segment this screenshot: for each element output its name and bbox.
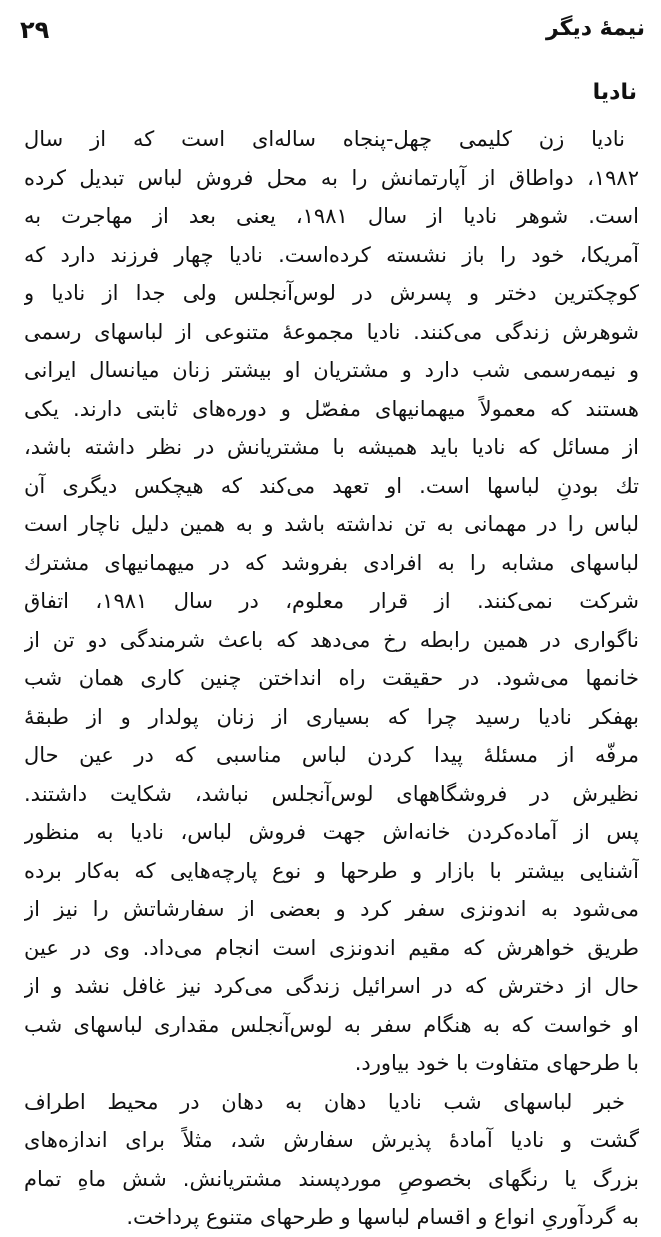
paragraph-line: لباسهای مشابه را به افرادی بفروشد که در میهمانیهای مشترك	[24, 550, 639, 575]
page-number: ۲۹	[20, 16, 50, 44]
section-title: نادیا	[592, 80, 637, 105]
paragraph-line: مرفّه از مسئلهٔ پیدا کردن لباس مناسبی که در عین حال	[24, 743, 639, 767]
running-title: نیمهٔ دیگر	[545, 16, 645, 41]
paragraph-line: او خواست که به هنگام سفر به لوس‌آنجلس مقداری لباسهای شب	[24, 1012, 639, 1037]
paragraph-line: و نیمه‌رسمی شب دارد و مشتریان او بیشتر زنان میانسال ایرانی	[24, 358, 639, 382]
body-text	[24, 120, 639, 1237]
paragraph-line: بهفکر نادیا رسید چرا که بسیاری از زنان پولدار و از طبقهٔ	[24, 704, 639, 729]
paragraph-line: ناگواری در همین رابطه رخ می‌دهد که باعث شرمندگی دو تن از	[24, 627, 639, 652]
paragraph-line: آشنایی بیشتر با بازار و طرحها و نوع پارچه‌هایی که به‌کار برده	[24, 858, 639, 883]
paragraph-line: ۱۹۸۲، دواطاق از آپارتمانش را به محل فروش لباس تبدیل کرده	[24, 165, 639, 190]
paragraph-line: بزرگ یا رنگهای بخصوصِ موردپسند مشتریانش. شش ماهِ تمام	[24, 1166, 639, 1191]
paragraph-line: آمریکا، خود را باز نشسته کرده‌است. نادیا چهار فرزند دارد که	[24, 242, 639, 267]
page-header	[20, 14, 645, 54]
paragraph-line: نادیا زن کلیمی چهل-پنجاه سالەای است که از سال	[24, 127, 625, 151]
paragraph-line: گشت و نادیا آمادهٔ پذیرش سفارش شد، مثلاً برای اندازه‌های	[24, 1128, 639, 1152]
paragraph-line: با طرحهای متفاوت با خود بیاورد.	[354, 1051, 639, 1075]
paragraph-line: کوچکترین دختر و پسرش در لوس‌آنجلس ولی جدا از نادیا و	[24, 281, 639, 305]
paragraph-line: به گردآوریِ انواع و اقسام لباسها و طرحهای متنوع پرداخت.	[126, 1205, 639, 1229]
paragraph-line: طریق خواهرش که مقیم اندونزی است انجام می‌داد. وی در عین	[24, 935, 639, 960]
paragraph-line: هستند که معمولاً میهمانیهای مفصّل و دوره‌های ثابتی دارند. یکی	[24, 396, 639, 421]
paragraph-line: شرکت نمی‌کنند. از قرار معلوم، در سال ۱۹۸۱، اتفاق	[24, 589, 639, 613]
paragraph-line: خانمها می‌شود. در حقیقت راه انداختن چنین کاری همان شب	[24, 666, 639, 690]
paragraph-line: می‌شود به اندونزی سفر کرد و بعضی از سفارشاتش را نیز از	[24, 897, 639, 921]
paragraph-line: نظیرش در فروشگاههای لوس‌آنجلس نباشد، شکایت داشتند.	[24, 781, 639, 806]
paragraph-line: از مسائل که نادیا باید همیشه با مشتریانش در نظر داشته باشد،	[24, 435, 639, 459]
paragraph-line: است. شوهر نادیا از سال ۱۹۸۱، یعنی بعد از مهاجرت به	[24, 204, 639, 228]
paragraph-line: پس از آماده‌کردن خانه‌اش جهت فروش لباس، نادیا به منظور	[24, 820, 639, 844]
paragraph-line: خبر لباسهای شب نادیا دهان به دهان در محیط اطراف	[24, 1089, 625, 1114]
paragraph-line: تك بودنِ لباسها است. او تعهد می‌کند که هیچکس دیگری آن	[24, 473, 639, 498]
paragraph-line: حال از دخترش که در اسرائیل زندگی می‌کرد نیز غافل نشد و از	[24, 974, 639, 998]
paragraph-line: شوهرش زندگی می‌کنند. نادیا مجموعهٔ متنوعی از لباسهای رسمی	[24, 319, 639, 344]
paragraph-line: لباس را در مهمانی به تن نداشته باشد و به همین دلیل ناچار است	[24, 512, 639, 536]
